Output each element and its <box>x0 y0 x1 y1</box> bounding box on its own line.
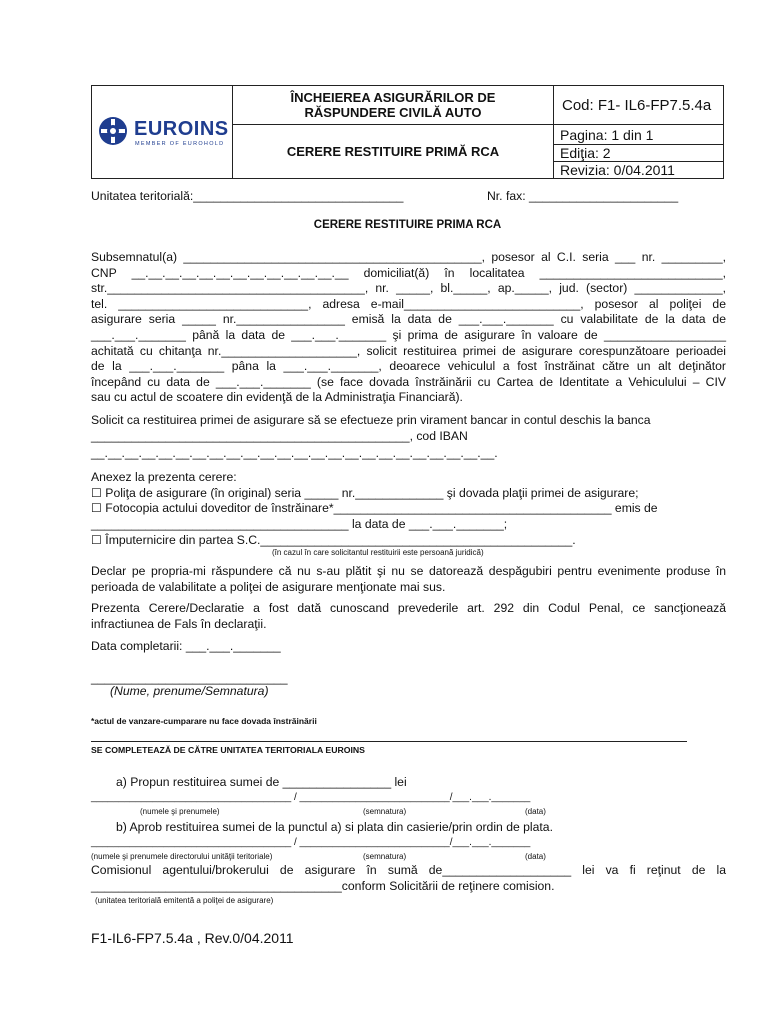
signature-label: (Nume, prenume/Semnatura) <box>110 684 269 698</box>
annex-item-polita[interactable]: ☐ Poliţa de asigurare (în original) seria _____ nr._____________ şi dovada plaţii primei de asigurare; <box>91 486 639 500</box>
revizia-cell: Revizia: 0/04.2011 <box>554 162 724 179</box>
para-line: Subsemnatul(a) ____________________________________________, posesor al C.I. seria ___ nr. _________, <box>91 250 726 264</box>
para-line: Comisionul agentului/brokerului de asigurare în sumă de___________________ lei va fi reţinut de la <box>91 863 726 877</box>
declaration-paragraph <box>91 564 726 595</box>
para-line: perioada de valabilitate a poliţei de asigurare menţionate mai sus. <box>91 579 446 594</box>
para-line: str.______________________________________, nr. _____, bl._____, ap._____, jud. (sector) _____________, <box>91 281 726 296</box>
para-line: __.__.__.__.__.__.__.__.__.__.__.__.__.__.__.__.__.__.__.__.__.__.__.__. <box>91 446 498 461</box>
para-line: sau cu actul de scoatere din evidenţă de la Administraţia Financiară). <box>91 390 463 405</box>
label-b-semnatura: (semnatura) <box>363 852 407 861</box>
fax-field[interactable]: Nr. fax: ______________________ <box>487 189 679 203</box>
annex-heading: Anexez la prezenta cerere: <box>91 470 237 484</box>
cod-cell: Cod: F1- IL6-FP7.5.4a <box>554 86 724 125</box>
title-cell <box>233 86 554 125</box>
item-a-propun[interactable]: a) Propun restituirea sumei de ________________ lei <box>116 775 407 789</box>
label-a-data: (data) <box>525 807 546 816</box>
bank-paragraph[interactable] <box>91 413 726 462</box>
para-line: asigurare seria _____ nr.________________ emisă la data de ___.___._______ cu valabilitate de la data de <box>91 312 726 327</box>
para-line: Declar pe propria-mi răspundere că nu s-au plătit şi nu se datorează despăgubiri pentru evenimente produse în <box>91 564 726 578</box>
section-divider <box>91 741 687 742</box>
para-line: _______________________________________________, cod IBAN <box>91 428 468 443</box>
para-line: tel. ____________________________, adresa e-mail__________________________, posesor al poliţei de <box>91 296 726 311</box>
para-line: Prezenta Cerere/Declaratie a fost dată cunoscand prevederile art. 292 din Codul Penal, ce sancţionează <box>91 601 726 615</box>
para-line: _____________________________________conform Solicitării de reţinere comision. <box>91 878 555 893</box>
para-line: infractiunea de Fals în declaraţii. <box>91 616 267 631</box>
label-a-nume: (numele şi prenumele) <box>140 807 220 816</box>
commission-note: (unitatea teritorială emitentă a poliţei de asigurare) <box>95 896 274 905</box>
para-line: CNP __.__.__.__.__.__.__.__.__.__.__.__.__ domiciliat(ă) în localitatea ___________________________, <box>91 265 726 280</box>
para-line: începând cu data de ___.___._______ (se face dovada înstrăinării cu Cartea de Identitate a Vehiculului – CIV <box>91 374 726 389</box>
logo-text: EUROINS <box>134 118 229 140</box>
item-b-aprob[interactable]: b) Aprob restituirea sumei de la punctul a) si plata din casierie/prin ordin de plata. <box>116 820 553 834</box>
logo-cell <box>92 86 233 179</box>
signature-line[interactable]: _____________________________ <box>91 671 288 685</box>
para-line: ___.___._______ până la data de ___.___._______ şi prima de asigurare în valoare de __________________ <box>91 327 726 342</box>
annex-note: (în cazul în care solicitantul restituirii este persoană juridică) <box>272 548 484 557</box>
annex-item-fotocopie[interactable]: ☐ Fotocopia actului doveditor de înstrăinare*_________________________________________ emis de <box>91 501 658 515</box>
pagina-cell: Pagina: 1 din 1 <box>554 125 724 145</box>
header-table <box>91 85 724 179</box>
data-completarii-field[interactable]: Data completarii: ___.___._______ <box>91 639 281 653</box>
label-a-semnatura: (semnatura) <box>363 807 407 816</box>
para-line: achitată cu chitanţa nr.____________________, solicit restituirea primei de asigurare corespunzătoare perioadei <box>91 343 726 358</box>
commission-paragraph[interactable] <box>91 863 726 894</box>
doc-title-line1: ÎNCHEIEREA ASIGURĂRILOR DE <box>290 90 496 105</box>
penal-paragraph <box>91 601 726 632</box>
line-a[interactable]: ____________________________________ / ___________________________/___.___._______ <box>91 792 531 803</box>
label-b-nume: (numele şi prenumele directorului unităţii teritoriale) <box>91 852 273 861</box>
logo-subtext: MEMBER OF EUROHOLD <box>135 141 225 147</box>
main-title: CERERE RESTITUIRE PRIMA RCA <box>313 219 502 231</box>
line-b[interactable]: ____________________________________ / ___________________________/___.___._______ <box>91 837 531 848</box>
euroins-logo-icon <box>98 116 128 146</box>
footer-code: F1-IL6-FP7.5.4a , Rev.0/04.2011 <box>91 930 294 946</box>
annex-item-emitent[interactable]: ______________________________________ la data de ___.___._______; <box>91 517 508 531</box>
label-b-data: (data) <box>525 852 546 861</box>
request-paragraph[interactable] <box>91 250 726 406</box>
para-line: Solicit ca restituirea primei de asigurare să se efectueze prin virament bancar in contul deschis la banca <box>91 413 651 427</box>
subtitle-cell: CERERE RESTITUIRE PRIMĂ RCA <box>233 125 554 179</box>
footnote: *actul de vanzare-cumparare nu face dovada înstrăinării <box>91 716 317 726</box>
doc-title-line2: RĂSPUNDERE CIVILĂ AUTO <box>304 105 482 120</box>
section-title: SE COMPLETEAZĂ DE CĂTRE UNITATEA TERITORIALA EUROINS <box>91 745 365 755</box>
editia-cell: Ediţia: 2 <box>554 145 724 162</box>
annex-item-imputernicire[interactable]: ☐ Împuternicire din partea S.C.______________________________________________. <box>91 533 576 547</box>
para-line: de la ___.___._______ pâna la ___.___._______, deoarece vehiculul a fost înstrăinat către un alt deţinător <box>91 359 726 374</box>
unitatea-field[interactable]: Unitatea teritorială:_______________________________ <box>91 189 404 203</box>
